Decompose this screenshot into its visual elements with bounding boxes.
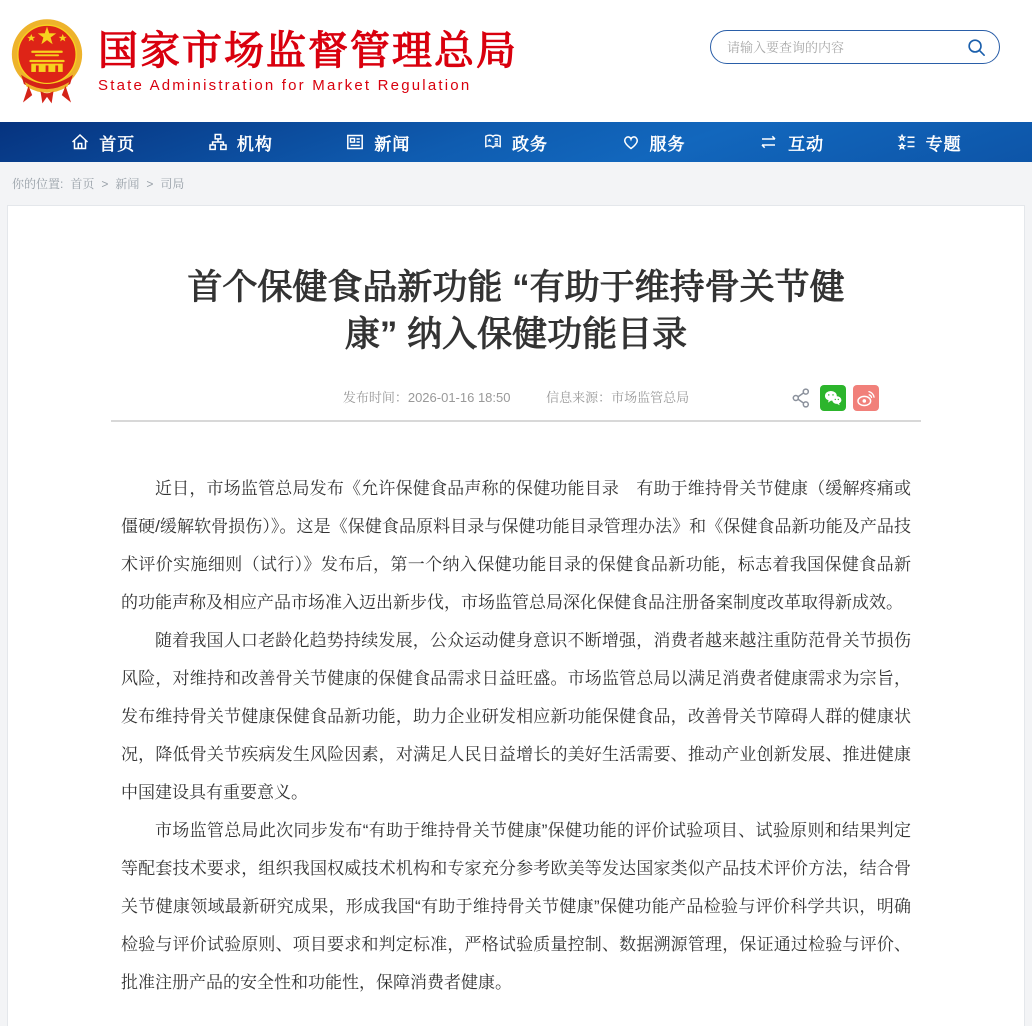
nav-item-orgs[interactable] [208, 130, 273, 155]
nav-item-services[interactable] [621, 130, 686, 155]
share-icon[interactable] [789, 386, 813, 410]
article-paragraph: 随着我国人口老龄化趋势持续发展，公众运动健身意识不断增强，消费者越来越注重防范骨关节损伤风险，对维持和改善骨关节健康的保健食品需求日益旺盛。市场监管总局以满足消费者健康需求为宗旨，发布维持骨关节健康保健食品新功能，助力企业研发相应新功能保健食品，改善骨关节障碍人群的健康状况，降低骨关节疾病发生风险因素，对满足人民日益增长的美好生活需要、推动产业创新发展、推进健康中国建设具有重要意义。 [121, 631, 911, 802]
article-container [7, 205, 1025, 1026]
breadcrumb-home[interactable]: 首页 [70, 177, 95, 191]
article-title: 首个保健食品新功能 “有助于维持骨关节健康” 纳入保健功能目录 [187, 268, 845, 354]
breadcrumb-news[interactable]: 新闻 [115, 177, 140, 191]
title-divider [111, 420, 921, 422]
nav-label: 互动 [788, 134, 825, 154]
nav-label: 服务 [649, 134, 686, 154]
main-nav [0, 122, 1032, 162]
breadcrumb-prefix: 你的位置: [12, 177, 64, 191]
national-emblem-icon [10, 13, 84, 110]
org-name-cn: 国家市场监督管理总局 [98, 28, 518, 73]
search-icon[interactable] [966, 37, 987, 58]
heart-icon [621, 132, 641, 152]
breadcrumb-separator: > [146, 176, 154, 191]
nav-label: 首页 [99, 134, 136, 154]
share-buttons [789, 385, 879, 411]
nav-item-news[interactable] [345, 130, 410, 155]
gov-book-icon [483, 132, 503, 152]
newspaper-icon [345, 132, 365, 152]
nav-label: 政务 [511, 134, 548, 154]
sitemap-icon [208, 132, 228, 152]
nav-item-gov[interactable] [483, 130, 548, 155]
breadcrumb-separator: > [101, 176, 109, 191]
wechat-share-icon[interactable] [820, 385, 846, 411]
nav-item-topics[interactable] [897, 130, 962, 155]
article-body [121, 470, 911, 1002]
site-logo [10, 13, 518, 110]
breadcrumb-bureau[interactable]: 司局 [160, 177, 185, 191]
nav-item-home[interactable] [70, 130, 135, 155]
article-paragraph: 近日，市场监管总局发布《允许保健食品声称的保健功能目录 有助于维持骨关节健康（缓解疼痛或僵硬/缓解软骨损伤）》。这是《保健食品原料目录与保健功能目录管理办法》和《保健食品新功能及产品技术评价实施细则（试行）》发布后，第一个纳入保健功能目录的保健食品新功能，标志着我国保健食品新的功能声称及相应产品市场准入迈出新步伐，市场监管总局深化保健食品注册备案制度改革取得新成效。 [121, 479, 911, 612]
star-list-icon [897, 132, 917, 152]
article-paragraph: 市场监管总局此次同步发布“有助于维持骨关节健康”保健功能的评价试验项目、试验原则和结果判定等配套技术要求，组织我国权威技术机构和专家充分参考欧美等发达国家类似产品技术评价方法，结合骨关节健康领域最新研究成果，形成我国“有助于维持骨关节健康”保健功能产品检验与评价科学共识，明确检验与评价试验原则、项目要求和判定标准，严格试验质量控制、数据溯源管理，保证通过检验与评价、批准注册产品的安全性和功能性，保障消费者健康。 [121, 821, 911, 992]
weibo-share-icon[interactable] [853, 385, 879, 411]
home-icon [70, 132, 90, 152]
search-box[interactable] [710, 30, 1000, 64]
info-source: 信息来源：市场监管总局 [546, 390, 690, 405]
breadcrumb [0, 162, 1032, 205]
publish-time: 发布时间：2026-01-16 18:50 [342, 390, 511, 405]
swap-arrows-icon [758, 132, 779, 152]
search-input[interactable] [727, 40, 966, 55]
nav-label: 新闻 [374, 134, 411, 154]
site-header [0, 0, 1032, 122]
nav-label: 机构 [236, 134, 273, 154]
nav-label: 专题 [925, 134, 962, 154]
org-name-en: State Administration for Market Regulation [98, 76, 472, 94]
nav-item-interact[interactable] [758, 130, 824, 155]
article-meta [111, 384, 921, 412]
